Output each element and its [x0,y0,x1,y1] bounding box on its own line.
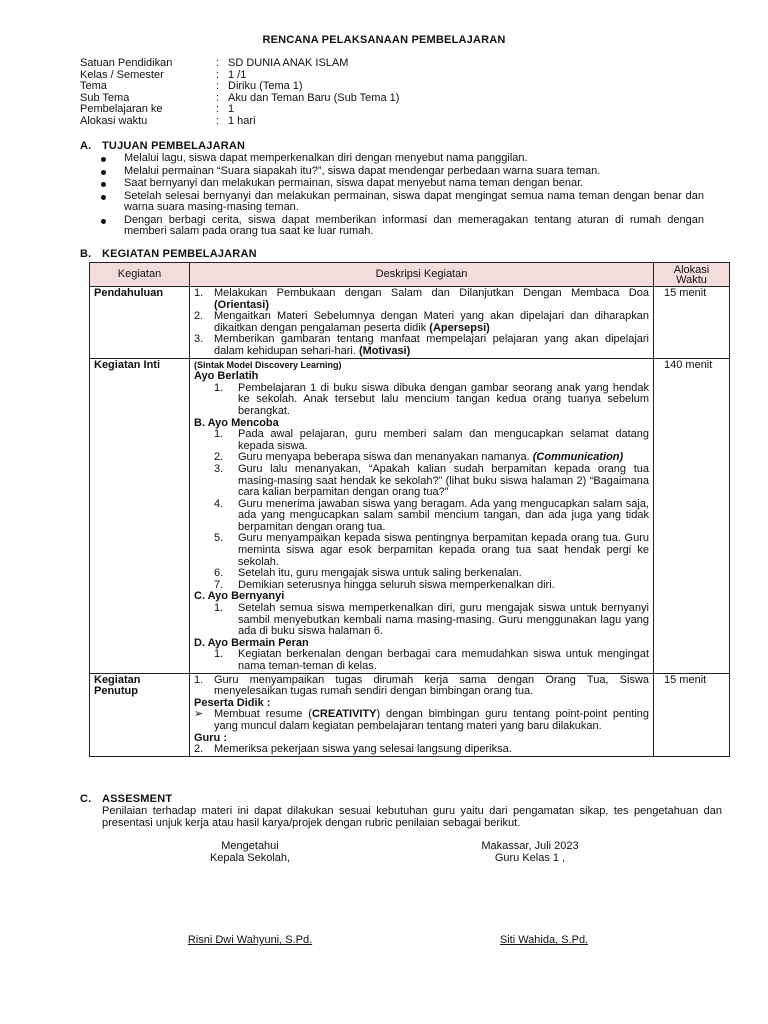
activity-description [190,358,654,673]
list-item: Setelah selesai bernyanyi dan melakukan permainan, siswa dapat mengingat semua nama teman dengan benar dan warna suara masing-masing teman. [98,191,704,214]
subsection-title: C. Ayo Bernyanyi [194,590,285,603]
list-item: 3. Memberikan gambaran tentang manfaat mempelajari pelajaran yang akan dipelajari dalam kehidupan sehari-hari. (Motivasi) [194,333,649,357]
identity-value: 1 hari [228,114,256,127]
list-item: 3. Guru lalu menanyakan, “Apakah kalian sudah berpamitan kepada orang tua masing-masing saat hendak ke sekolah?” (lihat buku siswa halaman 2) “Bagaimana cara kalian berpamitan dengan orang tua?” [214,462,649,499]
identity-value: SD DUNIA ANAK ISLAM [228,57,349,69]
list-item: 1. Pembelajaran 1 di buku siswa dibuka dengan gambar seorang anak yang hendak ke sekolah. Anak tersebut lalu mencium tangan kedua orang tuanya sebelum berangkat. [214,381,649,417]
list-item: ➢ Membuat resume (CREATIVITY) dengan bimbingan guru tentang point-point penting yang muncul dalam kegiatan pembelajaran tentang materi yang baru dilakukan. [194,708,650,732]
bullet-icon [101,157,106,162]
identity-value: 1 [228,103,235,116]
identity-row: Satuan Pendidikan : SD DUNIA ANAK ISLAM [80,57,349,69]
table-row [90,673,730,756]
list-item: Melalui permainan “Suara siapakah itu?”, siswa dapat mendengar perbedaan warna suara teman. [98,166,704,178]
identity-row: Pembelajaran ke : 1 [80,103,235,116]
signature-right-title: Makassar, Juli 2023 Guru Kelas 1 , [481,840,579,864]
identity-block [80,58,399,128]
list-item: 5. Guru menyampaikan kepada siswa pentingnya berpamitan kepada orang tua. Guru meminta siswa agar esok berpamitan kepada orang tua saat hendak pergi ke sekolah. [214,532,649,568]
table-row [90,287,730,359]
identity-key: Kelas / Semester [80,68,164,81]
time-allocation: 15 menit [654,673,730,756]
identity-value: Diriku (Tema 1) [228,80,303,93]
list-item: 1. Pada awal pelajaran, guru memberi salam dan mengucapkan selamat datang kepada siswa. [214,428,649,452]
objectives-list [98,153,704,239]
list-item: 1. Melakukan Pembukaan dengan Salam dan Dilanjutkan Dengan Membaca Doa (Orientasi) [194,287,649,311]
list-item: Saat bernyanyi dan melakukan permainan, siswa dapat menyebut nama teman dengan benar. [98,178,704,190]
identity-key: Pembelajaran ke [80,103,163,116]
section-c-heading: C. ASSESMENT [80,793,173,805]
identity-key: Satuan Pendidikan [80,57,173,69]
document-title: RENCANA PELAKSANAAN PEMBELAJARAN [262,34,506,46]
list-item: 1. Setelah semua siswa memperkenalkan diri, guru mengajak siswa untuk bernyanyi sambil menyebutkan kembali nama masing-masing. Guru menggunakan lagu yang ada di buku siswa halaman 6. [214,602,649,638]
list-item: 2. Mengaitkan Materi Sebelumnya dengan Materi yang akan dipelajari dan diharapkan dikaitkan dengan pengalaman peserta didik (Apersepsi) [194,310,649,334]
subsection-title: Peserta Didik : [194,696,271,709]
subsection-title: D. Ayo Bermain Peran [194,636,309,649]
arrow-bullet-icon: ➢ [194,708,204,721]
list-item: 1. Kegiatan berkenalan dengan berbagai cara memudahkan siswa untuk mengingat nama teman-teman di kelas. [214,648,649,672]
activities-table [89,262,730,757]
list-item: 4. Guru menerima jawaban siswa yang beragam. Ada yang mengucapkan salam saja, ada yang mengucapkan salam sambil mencium tangan, dan ada juga yang tidak berpamitan dengan orang tua. [214,497,649,533]
section-b-heading: B. KEGIATAN PEMBELAJARAN [80,248,257,260]
bullet-icon [101,182,106,187]
identity-key: Sub Tema [80,91,130,104]
column-header: Alokasi Waktu [654,263,730,287]
list-item: 6. Setelah itu, guru mengajak siswa untuk saling berkenalan. [214,567,522,580]
identity-row: Kelas / Semester : 1 /1 [80,68,247,81]
activity-description [190,287,654,359]
identity-value: Aku dan Teman Baru (Sub Tema 1) [228,91,400,104]
identity-row: Tema : Diriku (Tema 1) [80,80,303,93]
subsection-title: Guru : [194,731,227,744]
activity-description [190,673,654,756]
signature-left-name: Risni Dwi Wahyuni, S.Pd. [187,934,313,946]
section-a-heading: A. TUJUAN PEMBELAJARAN [80,140,246,152]
assessment-text: Penilaian terhadap materi ini dapat dilakukan sesuai kebutuhan guru yaitu dari pengamatan sikap, tes pengetahuan dan presentasi unjuk kerja atau hasil karya/projek dengan rubric penilaian sebagai berikut. [102,805,722,829]
identity-value: 1 /1 [228,68,247,81]
identity-row: Alokasi waktu : 1 hari [80,114,256,127]
bullet-icon [101,219,106,224]
model-label: (Sintak Model Discovery Learning) [194,359,342,370]
column-header: Kegiatan [90,263,190,287]
identity-key: Alokasi waktu [80,114,148,127]
activity-label: Pendahuluan [90,287,190,359]
table-row [90,358,730,673]
subsection-title: B. Ayo Mencoba [194,416,279,429]
table-header-row [90,263,730,287]
activity-label: Kegiatan Inti [90,358,190,673]
column-header: Deskripsi Kegiatan [190,263,654,287]
subsection-title: Ayo Berlatih [194,370,259,383]
list-item: 1. Guru menyampaikan tugas dirumah kerja sama dengan Orang Tua, Siswa menyelesaikan tugas rumah sendiri dengan bimbingan orang tua. [194,673,649,698]
bullet-icon [101,170,106,175]
list-item: Dengan berbagi cerita, siswa dapat memberikan informasi dan memeragakan tentang aturan di rumah dengan memberi salam pada orang tua saat ke luar rumah. [98,215,704,238]
activity-label: Kegiatan Penutup [90,673,190,756]
time-allocation: 15 menit [654,287,730,359]
signature-left-title: Mengetahui Kepala Sekolah, [209,840,291,864]
list-item: 2. Guru menyapa beberapa siswa dan menanyakan namanya. (Communication) [214,451,624,464]
bullet-icon [101,195,106,200]
list-item: 2. Memeriksa pekerjaan siswa yang selesai langsung diperiksa. [194,743,512,756]
list-item: 7. Demikian seterusnya hingga seluruh siswa memperkenalkan diri. [214,578,555,591]
identity-key: Tema [80,80,107,93]
list-item: Melalui lagu, siswa dapat memperkenalkan diri dengan menyebut nama panggilan. [98,153,704,165]
signature-right-name: Siti Wahida, S.Pd. [499,934,589,946]
identity-row: Sub Tema : Aku dan Teman Baru (Sub Tema 1) [80,91,400,104]
time-allocation: 140 menit [654,358,730,673]
